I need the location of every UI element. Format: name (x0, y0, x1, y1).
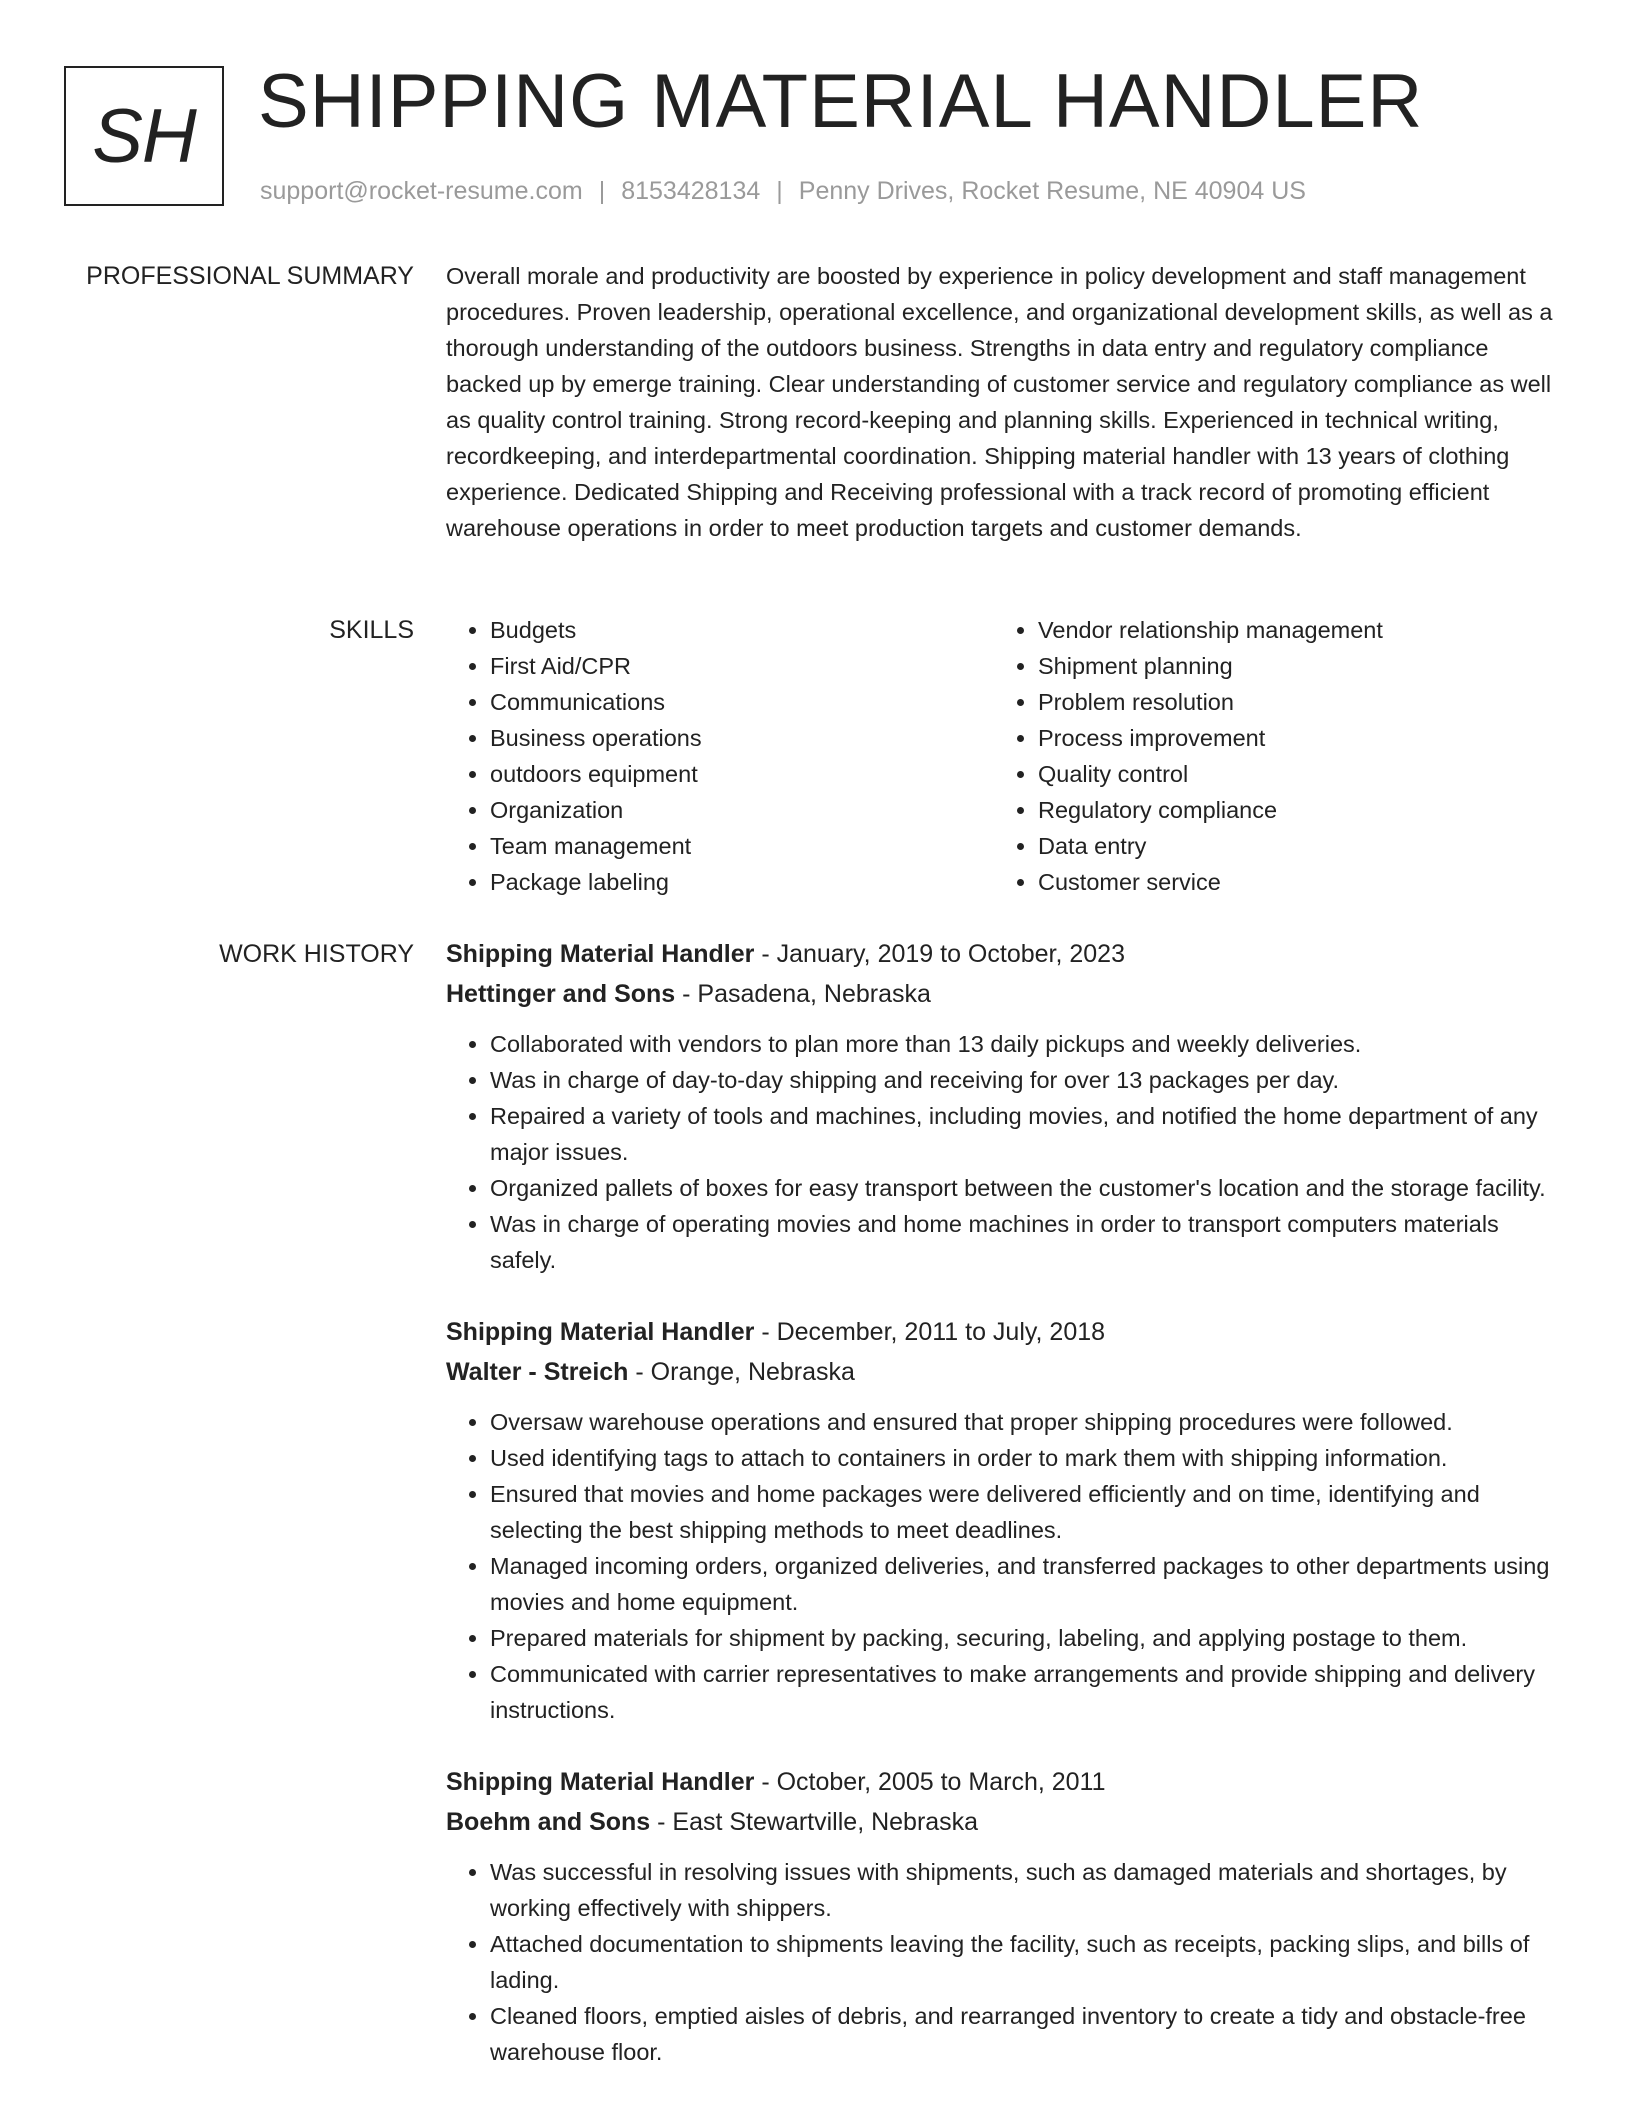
work-history-body (446, 934, 1562, 2104)
job-company: Hettinger and Sons (446, 980, 676, 1008)
skill-item: • Data entry (1038, 828, 1542, 864)
monogram-initials: SH (92, 93, 196, 179)
job-title-line (446, 1312, 1562, 1352)
job-entry (446, 934, 1562, 1278)
job-company-line (446, 974, 1562, 1014)
job-bullet: • Communicated with carrier representatives to make arrangements and provide shipping and delivery instructions. (490, 1656, 1562, 1728)
skill-item: • Customer service (1038, 864, 1542, 900)
summary-text: Overall morale and productivity are boosted by experience in policy development and staff management procedures. Proven leadership, operational excellence, and organizational development skills, as well as a thorough understanding of the outdoors business. Strengths in data entry and regulatory compliance backed up by emerge training. Clear understanding of customer service and regulatory compliance as well as quality control training. Strong record-keeping and planning skills. Experienced in technical writing, recordkeeping, and interdepartmental coordination. Shipping material handler with 13 years of clothing experience. Dedicated Shipping and Receiving professional with a track record of promoting efficient warehouse operations in order to meet production targets and customer demands. (446, 263, 1553, 541)
skill-item: • Organization (490, 792, 994, 828)
skill-item: • outdoors equipment (490, 756, 994, 792)
job-title: Shipping Material Handler (446, 1768, 755, 1796)
job-title-line (446, 1762, 1562, 1802)
job-company: Walter - Streich (446, 1358, 629, 1386)
job-dates: - October, 2005 to March, 2011 (754, 1768, 1106, 1796)
contact-address: Penny Drives, Rocket Resume, NE 40904 US (798, 177, 1306, 205)
job-bullet: • Prepared materials for shipment by packing, securing, labeling, and applying postage to them. (490, 1620, 1562, 1656)
job-bullet: • Ensured that movies and home packages were delivered efficiently and on time, identifying and selecting the best shipping methods to meet deadlines. (490, 1476, 1562, 1548)
skill-item: • Budgets (490, 612, 994, 648)
skill-item: • Package labeling (490, 864, 994, 900)
contact-line (260, 174, 1306, 208)
skill-item: • Team management (490, 828, 994, 864)
job-company-line (446, 1352, 1562, 1392)
contact-separator: | (598, 177, 606, 205)
job-company-line (446, 1802, 1562, 1842)
job-bullet: • Was successful in resolving issues with shipments, such as damaged materials and shortages, by working effectively with shippers. (490, 1854, 1562, 1926)
skill-item: • Business operations (490, 720, 994, 756)
job-dates: - December, 2011 to July, 2018 (754, 1318, 1106, 1346)
skill-item: • Regulatory compliance (1038, 792, 1542, 828)
contact-phone[interactable]: 8153428134 (621, 177, 761, 205)
work-history-label: WORK HISTORY (219, 940, 414, 968)
job-bullets (446, 1026, 1562, 1278)
skills-list-left (446, 612, 994, 900)
contact-email[interactable]: support@rocket-resume.com (260, 177, 583, 205)
resume-name: SHIPPING MATERIAL HANDLER (258, 59, 1424, 144)
job-title: Shipping Material Handler (446, 1318, 755, 1346)
job-bullet: • Organized pallets of boxes for easy transport between the customer's location and the storage facility. (490, 1170, 1562, 1206)
skills-list-right (994, 612, 1542, 900)
job-location: - Orange, Nebraska (628, 1358, 855, 1386)
skill-item: • Process improvement (1038, 720, 1542, 756)
job-company: Boehm and Sons (446, 1808, 651, 1836)
job-bullets (446, 1404, 1562, 1728)
job-bullet: • Was in charge of operating movies and home machines in order to transport computers materials safely. (490, 1206, 1562, 1278)
job-title-line (446, 934, 1562, 974)
job-bullet: • Cleaned floors, emptied aisles of debris, and rearranged inventory to create a tidy and obstacle-free warehouse floor. (490, 1998, 1562, 2070)
skill-item: • Vendor relationship management (1038, 612, 1542, 648)
job-bullet: • Collaborated with vendors to plan more than 13 daily pickups and weekly deliveries. (490, 1026, 1562, 1062)
job-bullets (446, 1854, 1562, 2070)
job-entry (446, 1312, 1562, 1728)
job-bullet: • Oversaw warehouse operations and ensured that proper shipping procedures were followed. (490, 1404, 1562, 1440)
job-title: Shipping Material Handler (446, 940, 755, 968)
job-bullet: • Was in charge of day-to-day shipping and receiving for over 13 packages per day. (490, 1062, 1562, 1098)
skill-item: • Shipment planning (1038, 648, 1542, 684)
contact-separator: | (776, 177, 783, 205)
skill-item: • Quality control (1038, 756, 1542, 792)
summary-body (446, 258, 1562, 546)
job-bullet: • Repaired a variety of tools and machines, including movies, and notified the home department of any major issues. (490, 1098, 1562, 1170)
job-location: - East Stewartville, Nebraska (650, 1808, 979, 1836)
skill-item: • First Aid/CPR (490, 648, 994, 684)
skills-body (446, 612, 1562, 900)
job-bullet: • Managed incoming orders, organized deliveries, and transferred packages to other departments using movies and home equipment. (490, 1548, 1562, 1620)
skills-label: SKILLS (329, 616, 414, 644)
skill-item: • Communications (490, 684, 994, 720)
job-dates: - January, 2019 to October, 2023 (754, 940, 1125, 968)
job-entry (446, 1762, 1562, 2070)
skill-item: • Problem resolution (1038, 684, 1542, 720)
summary-label: PROFESSIONAL SUMMARY (86, 262, 414, 290)
job-bullet: • Used identifying tags to attach to containers in order to mark them with shipping information. (490, 1440, 1562, 1476)
job-bullet: • Attached documentation to shipments leaving the facility, such as receipts, packing slips, and bills of lading. (490, 1926, 1562, 1998)
job-location: - Pasadena, Nebraska (675, 980, 931, 1008)
monogram-badge (64, 66, 224, 206)
